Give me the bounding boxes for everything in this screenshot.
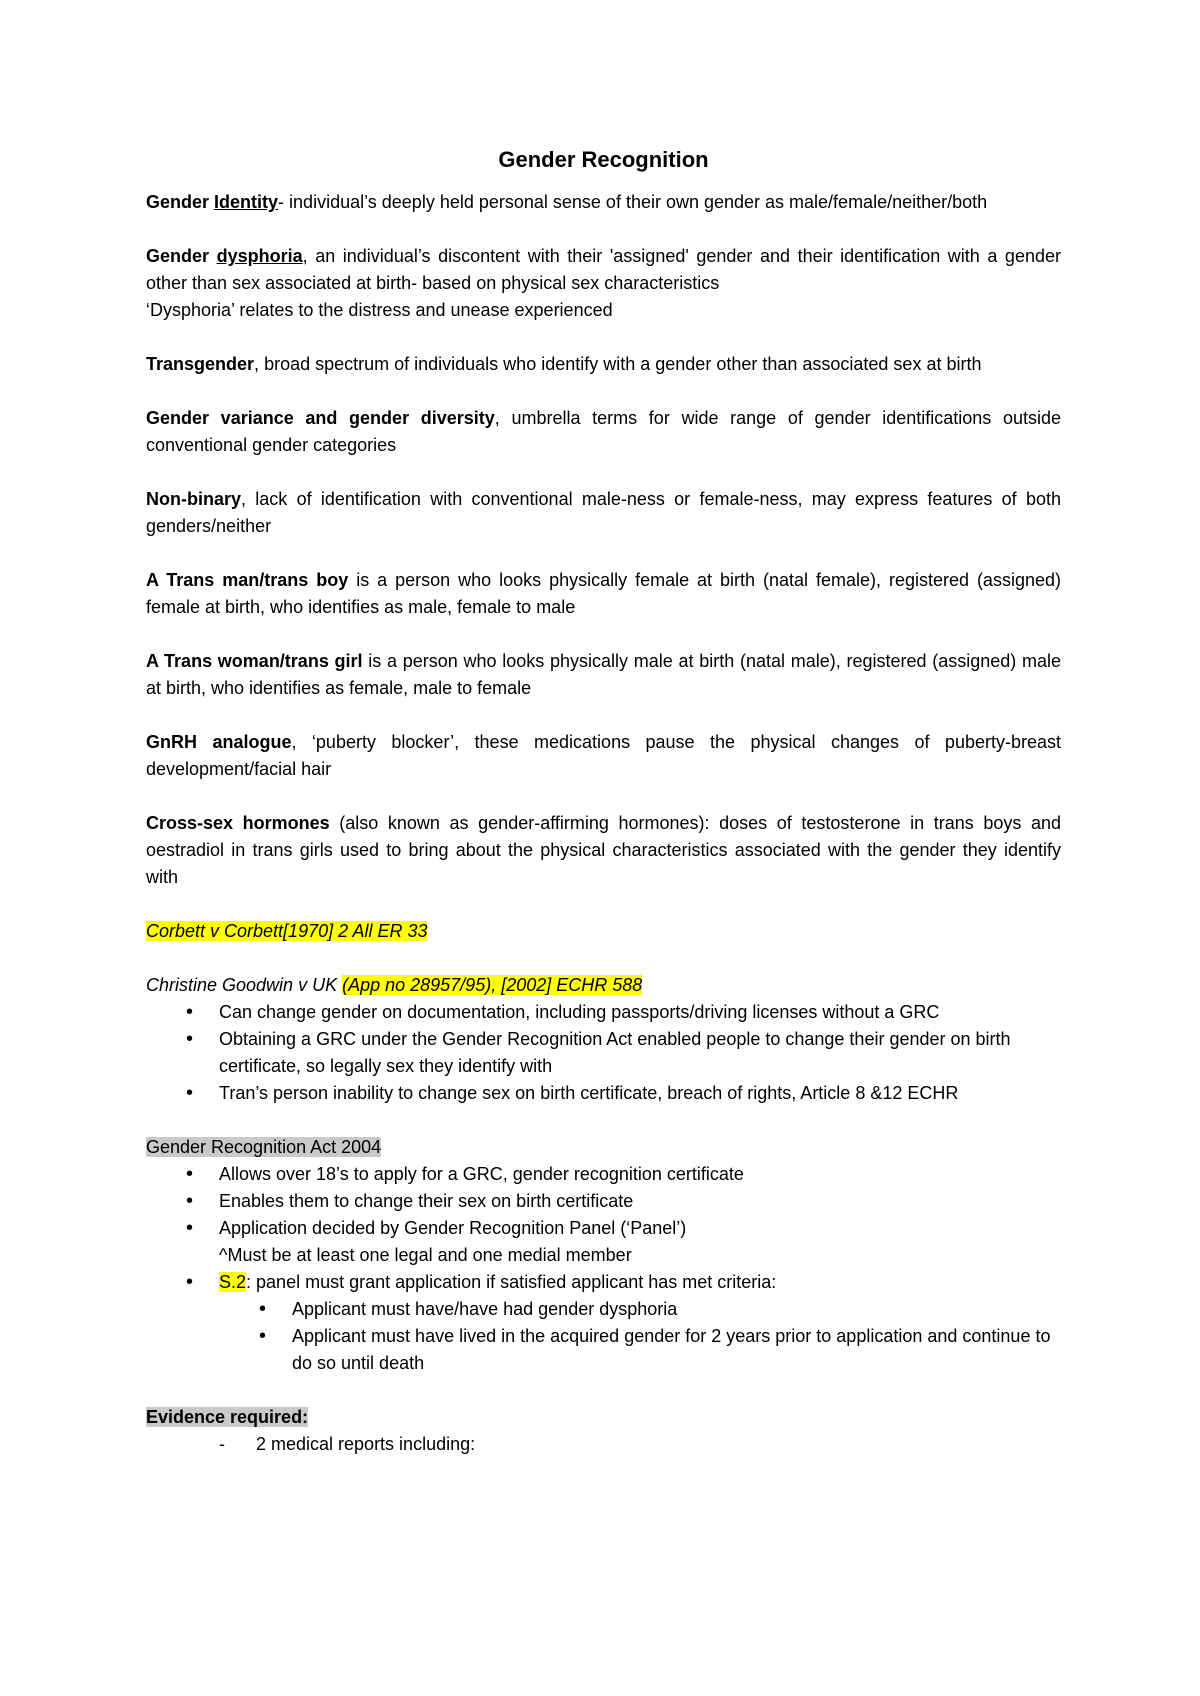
case-citation: (App no 28957/95), [2002] ECHR 588 xyxy=(342,975,643,995)
list-item: • Application decided by Gender Recognition Panel (‘Panel’) xyxy=(146,1215,1061,1242)
document-body xyxy=(146,146,1061,1458)
definition-extra: ‘Dysphoria’ relates to the distress and unease experienced xyxy=(146,300,613,320)
case-goodwin-list xyxy=(146,999,1061,1107)
definition-transgender: Transgender, broad spectrum of individuals who identify with a gender other than associated sex at birth xyxy=(146,354,982,374)
definition-text: individual’s deeply held personal sense of their own gender as male/female/neither/both xyxy=(289,192,988,212)
list-item: • Enables them to change their sex on birth certificate xyxy=(146,1188,1061,1215)
case-goodwin: Christine Goodwin v UK (App no 28957/95), [2002] ECHR 588 • Can change gender on documentation, including passports/driving licenses without a GRC • Obtaining a GRC under the Gender Recognition Act enabled people to change their gender on birth certificate, so legally sex they identify with • Tran’s person inability to change sex on birth certificate, breach of rights, Article 8 &12 ECHR xyxy=(146,972,1061,1107)
definition-non-binary: Non-binary, lack of identification with conventional male-ness or female-ness, may express features of both genders/neither xyxy=(146,489,1061,536)
section-heading: Evidence required: xyxy=(146,1407,309,1427)
term: Gender dysphoria xyxy=(146,246,303,266)
section-ref: S.2 xyxy=(219,1272,247,1292)
list-item: • Applicant must have/have had gender dysphoria xyxy=(146,1296,1061,1323)
definition-trans-man: A Trans man/trans boy is a person who looks physically female at birth (natal female), registered (assigned) female at birth, who identifies as male, female to male xyxy=(146,570,1061,617)
gra-s2-list xyxy=(146,1269,1061,1296)
evidence-list xyxy=(146,1431,1061,1458)
section-heading: Gender Recognition Act 2004 xyxy=(146,1137,382,1157)
list-item: • Allows over 18’s to apply for a GRC, gender recognition certificate xyxy=(146,1161,1061,1188)
gra-list xyxy=(146,1161,1061,1242)
gra-note: ^Must be at least one legal and one medial member xyxy=(219,1245,632,1265)
gra-criteria-list xyxy=(146,1296,1061,1377)
section-evidence xyxy=(146,1404,1061,1458)
definition-text: an individual’s discontent with their 'assigned' gender and their identification with a gender other than sex associated at birth- based on physical sex characteristics xyxy=(146,246,1061,293)
list-item: - 2 medical reports including: xyxy=(146,1431,1061,1458)
term: Gender Identity xyxy=(146,192,279,212)
case-corbett: Corbett v Corbett[1970] 2 All ER 33 xyxy=(146,921,428,941)
definition-gnrh-analogue: GnRH analogue, ‘puberty blocker’, these medications pause the physical changes of puberty-breast development/facial hair xyxy=(146,732,1061,779)
definition-gender-variance: Gender variance and gender diversity, umbrella terms for wide range of gender identifications outside conventional gender categories xyxy=(146,408,1061,455)
list-item: • Obtaining a GRC under the Gender Recognition Act enabled people to change their gender on birth certificate, so legally sex they identify with xyxy=(146,1026,1061,1080)
definition-cross-sex-hormones: Cross-sex hormones (also known as gender-affirming hormones): doses of testosterone in trans boys and oestradiol in trans girls used to bring about the physical characteristics associated with the gender they identify with xyxy=(146,813,1061,887)
list-item: • Can change gender on documentation, including passports/driving licenses without a GRC xyxy=(146,999,1061,1026)
list-item: • Tran’s person inability to change sex on birth certificate, breach of rights, Article 8 &12 ECHR xyxy=(146,1080,1061,1107)
section-gra xyxy=(146,1134,1061,1377)
definition-gender-dysphoria: Gender dysphoria, an individual’s discontent with their 'assigned' gender and their identification with a gender other than sex associated at birth- based on physical sex characteristics ‘Dysphoria’ relates to the distress and unease experienced xyxy=(146,243,1061,324)
list-item: • Applicant must have lived in the acquired gender for 2 years prior to application and continue to do so until death xyxy=(146,1323,1061,1377)
definition-gender-identity: Gender Identity- individual’s deeply held personal sense of their own gender as male/female/neither/both xyxy=(146,192,988,212)
list-item: • S.2: panel must grant application if satisfied applicant has met criteria: xyxy=(146,1269,1061,1296)
definition-trans-woman: A Trans woman/trans girl is a person who looks physically male at birth (natal male), registered (assigned) male at birth, who identifies as female, male to female xyxy=(146,651,1061,698)
page-title: Gender Recognition xyxy=(498,147,709,172)
